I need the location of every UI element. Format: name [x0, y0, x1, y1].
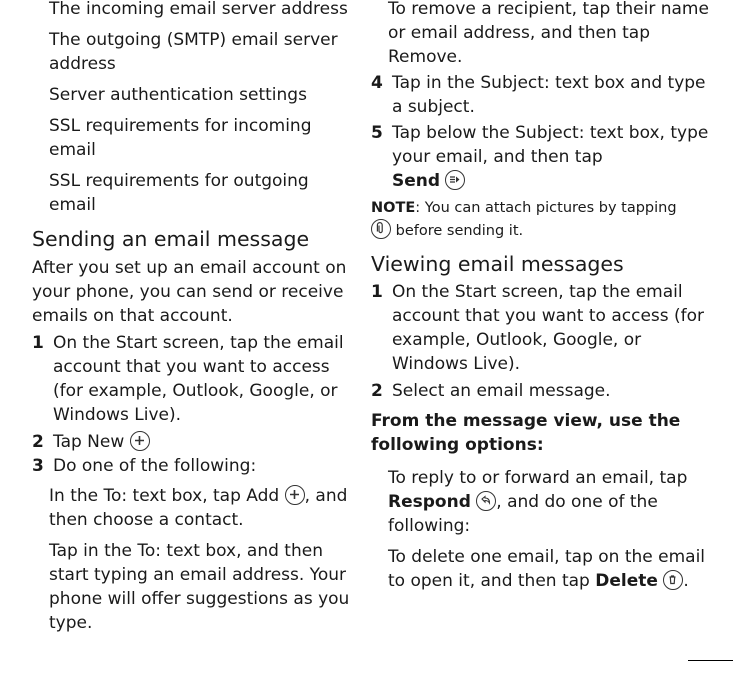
step-text: Do one of the following:: [53, 456, 257, 476]
step-item: [32, 331, 352, 427]
reply-text: To reply to or forward an email, tap: [388, 468, 688, 488]
delete-paragraph: [371, 545, 711, 593]
step-text: On the Start screen, tap the email account that you want to access (for example, Outlook, Google, or Windows Live).: [392, 282, 705, 374]
option-paragraph: Tap in the To: text box, and then start typing an email address. Your phone will offer suggestions as you type.: [49, 541, 350, 633]
send-icon: [445, 170, 465, 190]
settings-item: SSL requirements for outgoing email: [49, 171, 309, 215]
step-item: [371, 71, 711, 119]
step-number: 4: [371, 73, 383, 93]
step-number: 5: [371, 123, 383, 143]
step-item: [371, 280, 711, 376]
settings-item: SSL requirements for incoming email: [49, 116, 312, 160]
step-item: [32, 430, 352, 454]
footer-rule: [688, 660, 733, 661]
step-number: 2: [371, 381, 383, 401]
intro-paragraph: After you set up an email account on your phone, you can send or receive emails on that account.: [32, 258, 347, 326]
step-number: 1: [32, 333, 44, 353]
settings-item: The incoming email server address: [49, 0, 348, 19]
reply-text: , and do one of the following:: [388, 492, 658, 536]
step-text: Tap New: [53, 432, 125, 452]
step-number: 3: [32, 456, 44, 476]
note-label: NOTE: [371, 200, 416, 216]
step-text: Select an email message.: [392, 381, 611, 401]
option-text: , and then choose a contact.: [49, 486, 348, 530]
step-item: [371, 121, 711, 193]
settings-item: Server authentication settings: [49, 85, 307, 105]
respond-label: Respond: [388, 492, 471, 512]
option-paragraph: [32, 484, 352, 532]
add-icon: [285, 485, 305, 505]
add-icon: [130, 431, 150, 451]
reply-paragraph: [371, 466, 711, 538]
step-number: 2: [32, 432, 44, 452]
respond-icon: [476, 491, 496, 511]
note-text: : You can attach pictures by tapping: [415, 200, 677, 216]
delete-label: Delete: [595, 571, 658, 591]
left-column: [32, 0, 352, 635]
delete-text: To delete one email, tap on the email to open it, and then tap: [388, 547, 706, 591]
step-item: [371, 379, 711, 403]
options-subheading: From the message view, use the following options:: [371, 411, 681, 455]
step-text: Tap in the Subject: text box and type a subject.: [392, 73, 706, 117]
remove-paragraph: To remove a recipient, tap their name or email address, and then tap Remove.: [388, 0, 709, 67]
settings-item: The outgoing (SMTP) email server address: [49, 30, 338, 74]
section-heading-viewing: Viewing email messages: [371, 252, 624, 276]
delete-text: .: [683, 571, 689, 591]
step-text: Tap below the Subject: text box, type your email, and then tap: [392, 123, 709, 167]
delete-icon: [663, 570, 683, 590]
section-heading-sending: Sending an email message: [32, 227, 310, 251]
step-number: 1: [371, 282, 383, 302]
right-column: [371, 0, 711, 593]
send-label: Send: [392, 171, 441, 191]
attach-icon: [371, 219, 391, 239]
note-text: before sending it.: [391, 223, 524, 239]
option-text: In the To: text box, tap Add: [49, 486, 280, 506]
step-item: [32, 454, 352, 478]
step-text: On the Start screen, tap the email account that you want to access (for example, Outlook, Google, or Windows Live).: [53, 333, 344, 425]
note-paragraph: [371, 197, 711, 242]
